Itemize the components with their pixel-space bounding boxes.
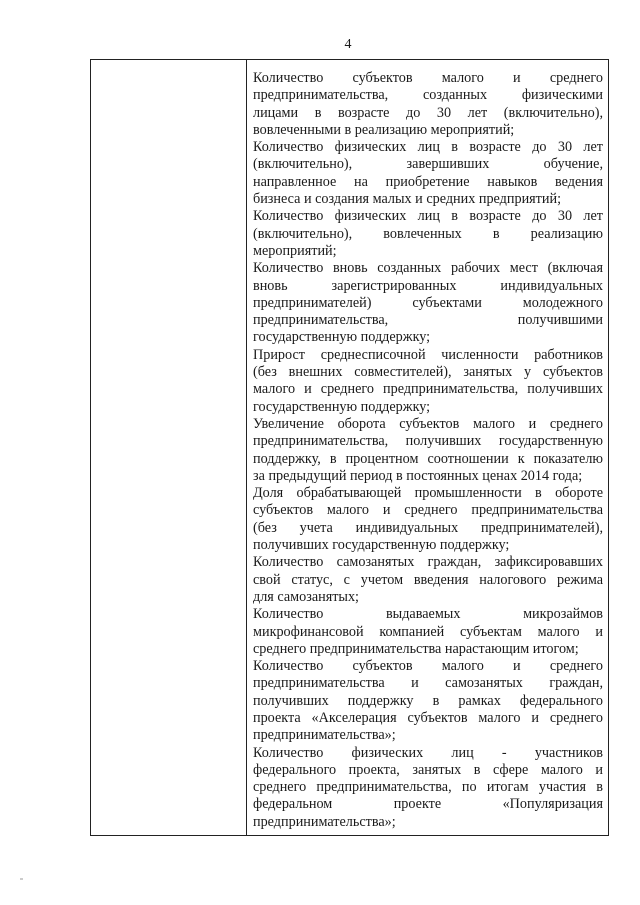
indicator-line: среднего предпринимательства, по итогам участия в [253,779,603,796]
indicator-item [253,606,603,658]
indicator-line: для самозанятых; [253,588,359,605]
indicator-line: Количество субъектов малого и среднего [253,70,603,86]
indicator-item [253,260,603,346]
indicator-line: Доля обрабатывающей промышленности в обороте [253,485,603,502]
indicator-line: федеральном проекте «Популяризация [253,796,603,813]
indicator-item [253,347,603,416]
indicator-line: Количество физических лиц - участников [253,744,603,761]
indicator-line: микрофинансовой компанией субъектам малого и [253,623,603,640]
indicator-line: предпринимательства, созданных физическими [253,87,603,104]
indicator-line: предпринимателей) субъектами молодежного [253,294,603,311]
indicator-item [253,139,603,208]
indicator-line: (включительно), завершивших обучение, [253,156,603,173]
indicator-line: бизнеса и создания малых и средних предприятий; [253,191,562,208]
page-number: 4 [344,37,352,52]
indicator-line: поддержку, в процентном соотношении к показателю [253,450,603,467]
indicator-line: за предыдущий период в постоянных ценах 2014 года; [253,467,583,484]
indicator-line: получивших государственную поддержку; [253,537,510,554]
indicator-line: (включительно), вовлеченных в реализацию [253,225,603,242]
indicator-line: предпринимательства и самозанятых граждан, [253,675,603,692]
indicator-line: Количество самозанятых граждан, зафиксировавших [253,554,603,571]
indicator-item [253,745,603,831]
indicator-line: государственную поддержку; [253,329,431,346]
indicator-line: мероприятий; [253,242,337,259]
indicator-line: (без учета индивидуальных предпринимателей), [253,519,603,536]
indicator-item [253,416,603,485]
indicator-line: предпринимательства, получивших государственную [253,433,603,450]
indicator-line: Прирост среднесписочной численности работников [253,346,603,363]
indicator-line: малого и среднего предпринимательства, получивших [253,381,603,398]
indicator-line: (без внешних совместителей), занятых у субъектов [253,364,603,381]
column-divider [246,60,247,835]
indicator-line: предпринимательства, получившими [253,312,603,329]
indicator-line: лицами в возрасте до 30 лет (включительно), [253,104,603,121]
indicator-line: субъектов малого и среднего предпринимательства [253,502,603,519]
indicator-line: Количество вновь созданных рабочих мест (включая [253,260,603,277]
indicator-line: среднего предпринимательства нарастающим итогом; [253,640,579,657]
indicator-line: государственную поддержку; [253,398,431,415]
scan-speck [20,878,23,880]
indicator-line: проекта «Акселерация субъектов малого и среднего [253,709,603,726]
indicator-line: вовлеченными в реализацию мероприятий; [253,121,515,138]
indicator-line: направленное на приобретение навыков ведения [253,173,603,190]
indicator-item [253,70,603,139]
indicator-line: предпринимательства»; [253,727,396,744]
indicator-line: Увеличение оборота субъектов малого и среднего [253,415,603,432]
indicators-cell [253,70,603,831]
indicator-item [253,658,603,744]
indicator-line: Количество физических лиц в возрасте до 30 лет [253,208,603,225]
indicator-line: свой статус, с учетом введения налогового режима [253,571,603,588]
indicator-line: федерального проекта, занятых в сфере малого и [253,761,603,778]
indicator-line: Количество физических лиц в возрасте до 30 лет [253,139,603,156]
indicator-item [253,554,603,606]
indicator-line: Количество выдаваемых микрозаймов [253,606,603,623]
indicator-item [253,485,603,554]
indicator-item [253,208,603,260]
indicator-line: Количество субъектов малого и среднего [253,658,603,675]
indicator-line: предпринимательства»; [253,813,396,830]
indicator-line: вновь зарегистрированных индивидуальных [253,277,603,294]
indicators-table [90,59,609,836]
indicator-line: получивших поддержку в рамках федерального [253,692,603,709]
